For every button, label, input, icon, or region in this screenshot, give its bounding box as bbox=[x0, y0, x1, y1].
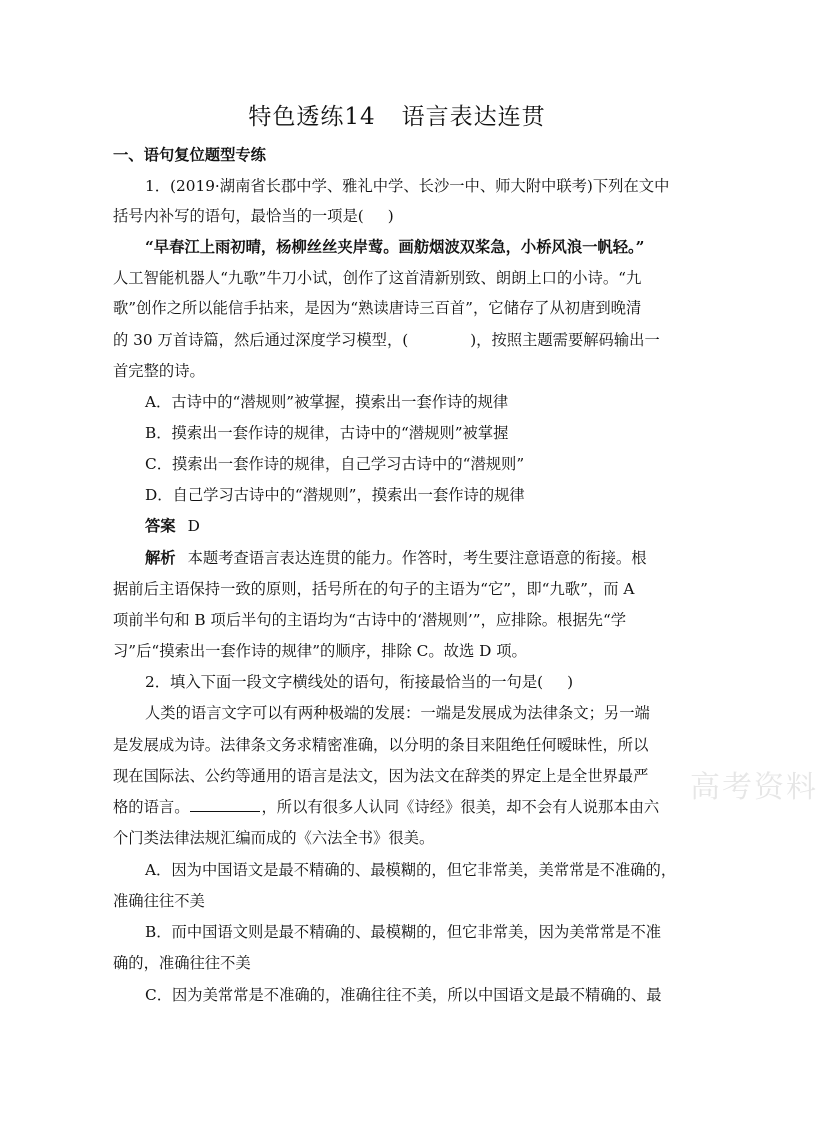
explanation-label: 解析 bbox=[145, 549, 176, 567]
q2-passage-line-2: 是发展成为诗。法律条文务求精密准确，以分明的条目来阻绝任何暧昧性，所以 bbox=[113, 736, 649, 754]
section-heading: 一、语句复位题型专练 bbox=[113, 146, 266, 164]
watermark: 高考资料 bbox=[690, 770, 818, 805]
title-sub: 语言表达连贯 bbox=[401, 104, 546, 130]
q1-answer bbox=[145, 516, 683, 536]
q2-option-a-line-1: A．因为中国语文是最不精确的、最模糊的，但它非常美，美常常是不准确的， bbox=[145, 861, 677, 879]
fill-blank bbox=[190, 797, 260, 812]
q1-poem-line: “早春江上雨初晴，杨柳丝丝夹岸莺。画舫烟波双桨急，小桥风浪一帆轻。” bbox=[145, 238, 645, 256]
answer-value: D bbox=[187, 517, 200, 535]
answer-label: 答案 bbox=[145, 517, 176, 535]
q1-stem-line-2: 括号内补写的语句，最恰当的一项是( ) bbox=[113, 207, 394, 225]
q1-explanation-line-4: 习”后“摸索出一套作诗的规律”的顺序，排除 C。故选 D 项。 bbox=[113, 642, 527, 660]
q1-passage-line-2: 人工智能机器人“九歌”牛刀小试，创作了这首清新别致、朗朗上口的小诗。“九 bbox=[113, 269, 642, 287]
q1-option-a: A．古诗中的“潜规则”被掌握，摸索出一套作诗的规律 bbox=[145, 393, 509, 411]
q1-option-d: D．自己学习古诗中的“潜规则”，摸索出一套作诗的规律 bbox=[145, 486, 525, 504]
title-main: 特色透练14 bbox=[248, 104, 376, 130]
q2-option-c-line-1: C．因为美常常是不准确的，准确往往不美，所以中国语文是最不精确的、最 bbox=[145, 986, 662, 1004]
q2-option-b-line-1: B．而中国语文则是最不精确的、最模糊的，但它非常美，因为美常常是不准 bbox=[145, 923, 662, 941]
q1-option-b: B．摸索出一套作诗的规律，古诗中的“潜规则”被掌握 bbox=[145, 424, 509, 442]
q2-passage-line-4: 格的语言。 ，所以有很多人认同《诗经》很美，却不会有人说那本由六 bbox=[113, 798, 660, 816]
q1-passage-line-5: 首完整的诗。 bbox=[113, 362, 205, 380]
q2-stem: 2．填入下面一段文字横线处的语句，衔接最恰当的一句是( ) bbox=[145, 673, 574, 691]
q2-option-b-line-2: 确的，准确往往不美 bbox=[113, 954, 251, 972]
q1-passage-line-4: 的 30 万首诗篇，然后通过深度学习模型，( )，按照主题需要解码输出一 bbox=[113, 331, 660, 349]
page-title bbox=[0, 98, 794, 131]
q1-option-c: C．摸索出一套作诗的规律，自己学习古诗中的“潜规则” bbox=[145, 455, 525, 473]
q2-option-a-line-2: 准确往往不美 bbox=[113, 892, 205, 910]
q2-passage-line-3: 现在国际法、公约等通用的语言是法文，因为法文在辞类的界定上是全世界最严 bbox=[113, 767, 649, 785]
q1-explanation-line-1: 解析 本题考查语言表达连贯的能力。作答时，考生要注意语意的衔接。根 bbox=[145, 549, 647, 567]
q1-stem-line-1: 1．(2019·湖南省长郡中学、雅礼中学、长沙一中、师大附中联考)下列在文中 bbox=[145, 177, 670, 195]
q1-explanation-line-2: 据前后主语保持一致的原则，括号所在的句子的主语为“它”，即“九歌”，而 A bbox=[113, 580, 635, 598]
q2-passage-line-5: 个门类法律法规汇编而成的《六法全书》很美。 bbox=[113, 829, 435, 847]
q1-passage-line-3: 歌”创作之所以能信手拈来，是因为“熟读唐诗三百首”，它储存了从初唐到晚清 bbox=[113, 299, 642, 317]
q2-passage-line-1: 人类的语言文字可以有两种极端的发展：一端是发展成为法律条文；另一端 bbox=[145, 704, 650, 722]
q1-explanation-line-3: 项前半句和 B 项后半句的主语均为“古诗中的‘潜规则’”，应排除。根据先“学 bbox=[113, 611, 627, 629]
